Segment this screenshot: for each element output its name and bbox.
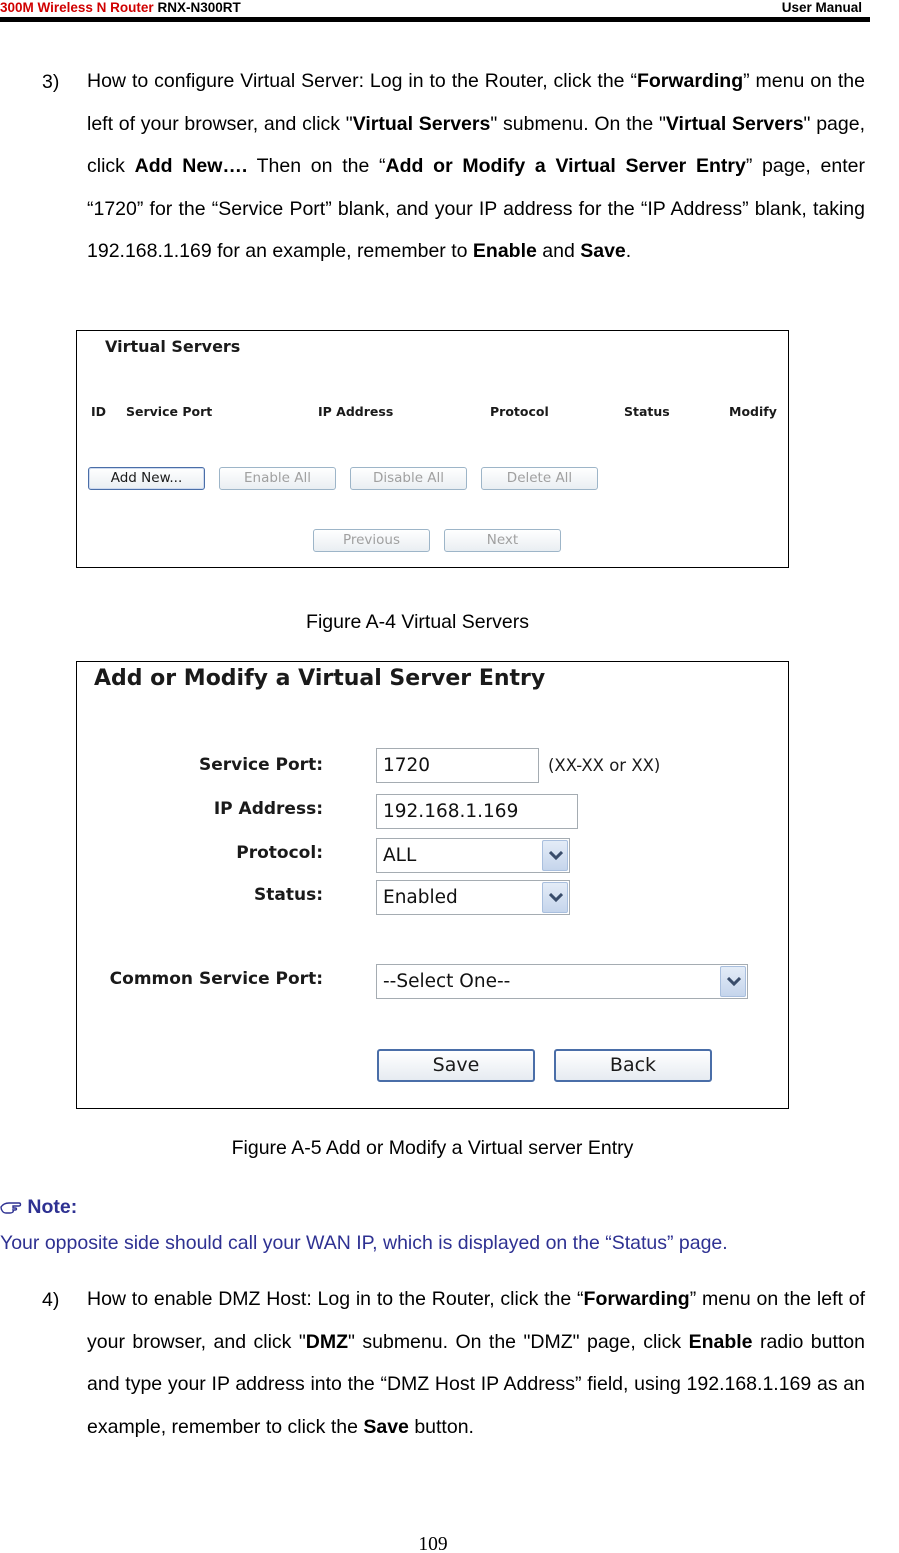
vs-col-id: ID [91, 404, 107, 419]
back-button[interactable]: Back [554, 1049, 712, 1082]
step-4-text [87, 1278, 865, 1448]
protocol-label: Protocol: [236, 843, 323, 863]
chevron-down-icon [727, 977, 741, 987]
step-3-seg: Then on the “ [247, 155, 386, 177]
step-3-seg: ” menu on the left of your browser, and click " [87, 70, 865, 135]
ip-address-input[interactable]: 192.168.1.169 [376, 794, 578, 829]
status-value: Enabled [383, 887, 458, 908]
step-3-seg: " page, click [87, 112, 866, 177]
step-3-seg: . [625, 240, 632, 262]
chevron-down-icon [549, 893, 563, 903]
common-service-port-label: Common Service Port: [109, 969, 323, 989]
step-3-number: 3) [42, 71, 60, 93]
step-4-number: 4) [42, 1289, 60, 1311]
common-service-port-value: --Select One-- [383, 971, 511, 992]
step-3-bold: Add New…. [134, 155, 248, 177]
service-port-hint: (XX-XX or XX) [548, 756, 661, 775]
page-header [0, 0, 870, 22]
step-4-bold: Forwarding [583, 1288, 690, 1310]
header-rule [0, 17, 870, 22]
step-4-bold: Save [363, 1415, 409, 1438]
step-4-seg: ” menu on the left of your browser, and click " [87, 1288, 865, 1353]
common-service-port-select[interactable] [376, 964, 748, 999]
protocol-dropdown-arrow[interactable] [542, 840, 568, 871]
step-3-seg: and [536, 240, 581, 262]
status-select[interactable] [376, 880, 570, 915]
figure-virtual-servers [76, 330, 789, 568]
step-4-bold: DMZ [305, 1330, 349, 1353]
step-3-seg: How to configure Virtual Server: Log in to the Router, click the “ [87, 70, 637, 92]
service-port-label: Service Port: [198, 755, 323, 775]
figure-a5-caption: Figure A-5 Add or Modify a Virtual server Entry [231, 1137, 634, 1159]
step-3-bold: Virtual Servers [665, 112, 804, 135]
page-number: 109 [418, 1534, 448, 1553]
am-title: Add or Modify a Virtual Server Entry [94, 666, 546, 691]
header-doc-title: User Manual [781, 0, 862, 15]
service-port-input[interactable]: 1720 [376, 748, 539, 783]
note-label: Note: [27, 1196, 78, 1218]
step-4-bold: Enable [688, 1330, 753, 1353]
enable-all-button[interactable]: Enable All [219, 467, 336, 490]
status-label: Status: [254, 885, 323, 905]
status-dropdown-arrow[interactable] [542, 882, 568, 913]
step-4-seg: radio button and type your IP address into the “DMZ Host IP Address” field, using 192.168.1.169 as an example, remember to click the [87, 1330, 865, 1438]
note-text: Your opposite side should call your WAN IP, which is displayed on the “Status” page. [0, 1232, 728, 1254]
protocol-select[interactable] [376, 838, 570, 873]
step-3-seg: " submenu. On the " [490, 112, 666, 135]
next-button[interactable]: Next [444, 529, 561, 552]
disable-all-button[interactable]: Disable All [350, 467, 467, 490]
figure-add-modify-entry [76, 661, 789, 1109]
save-button[interactable]: Save [377, 1049, 535, 1082]
header-brand: 300M Wireless N Router [0, 0, 154, 15]
previous-button[interactable]: Previous [313, 529, 430, 552]
step-3-bold: Forwarding [636, 70, 744, 92]
common-service-port-dropdown-arrow[interactable] [720, 966, 746, 997]
header-model: RNX-N300RT [157, 0, 241, 15]
vs-col-service-port: Service Port [126, 404, 213, 419]
step-3-bold: Virtual Servers [352, 112, 491, 135]
delete-all-button[interactable]: Delete All [481, 467, 598, 490]
step-3-bold: Enable [472, 240, 537, 262]
vs-title: Virtual Servers [105, 337, 241, 356]
vs-col-modify: Modify [729, 404, 777, 419]
add-new-button[interactable]: Add New... [88, 467, 205, 490]
step-3-bold: Save [580, 240, 626, 262]
step-3-bold: Add or Modify a Virtual Server Entry [385, 155, 746, 177]
chevron-down-icon [549, 851, 563, 861]
step-4-seg: " submenu. On the "DMZ" page, click [348, 1330, 689, 1353]
step-4-seg: button. [408, 1415, 474, 1438]
step-4-seg: How to enable DMZ Host: Log in to the Router, click the “ [87, 1288, 584, 1310]
figure-a4-caption: Figure A-4 Virtual Servers [306, 611, 529, 633]
protocol-value: ALL [383, 845, 417, 866]
ip-address-label: IP Address: [213, 799, 323, 819]
header-product [0, 0, 241, 16]
vs-col-ip-address: IP Address [318, 404, 394, 419]
note-heading [0, 1196, 77, 1219]
vs-col-protocol: Protocol [490, 404, 549, 419]
step-3-seg: ” page, enter “1720” for the “Service Port” blank, and your IP address for the “IP Address” blank, taking 192.168.1.169 for an example, remember to [87, 155, 865, 262]
pointing-hand-icon [0, 1200, 22, 1214]
vs-col-status: Status [624, 404, 670, 419]
step-3-text [87, 60, 865, 273]
